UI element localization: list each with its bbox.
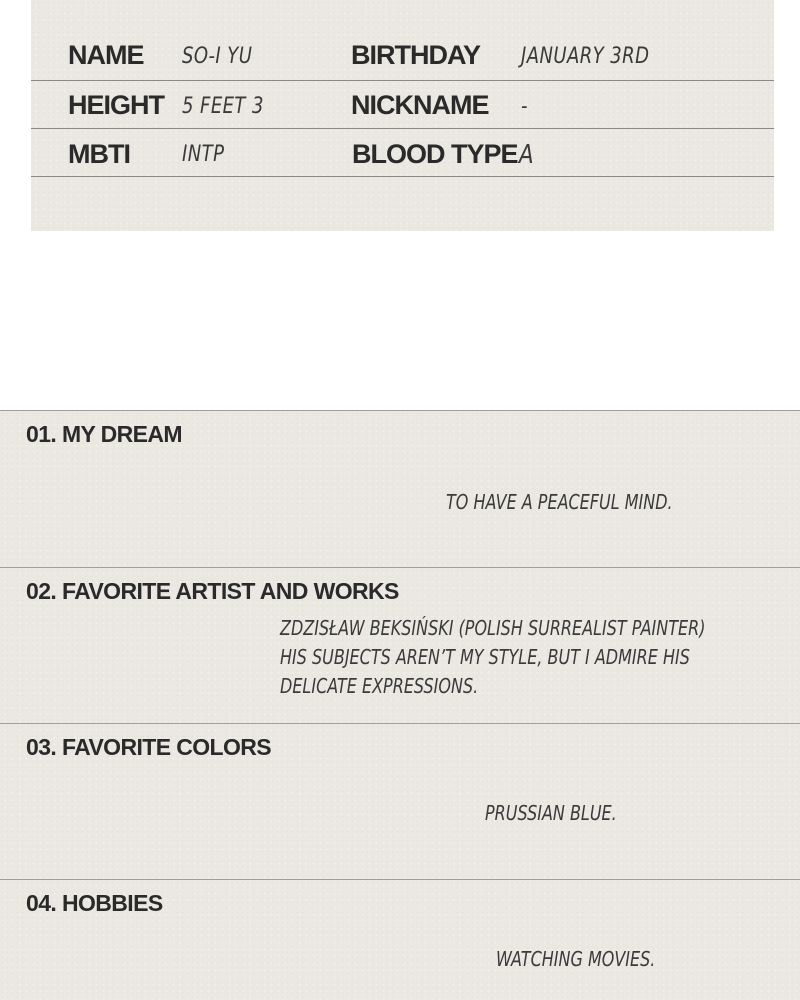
mbti-label: MBTI	[68, 139, 130, 169]
birthday-label: BIRTHDAY	[351, 40, 481, 70]
name-value: SO-I YU	[182, 44, 253, 69]
answer-line: DELICATE EXPRESSIONS.	[280, 674, 479, 698]
answer-line: ZDZISŁAW BEKSIŃSKI (POLISH SURREALIST PAINTER)	[280, 616, 706, 640]
section-answer	[496, 945, 655, 974]
height-label: HEIGHT	[68, 90, 165, 120]
divider	[31, 128, 774, 129]
divider	[31, 176, 774, 177]
answer-line: PRUSSIAN BLUE.	[485, 801, 617, 825]
answer-line: TO HAVE A PEACEFUL MIND.	[446, 490, 673, 514]
mbti-value: INTP	[182, 142, 225, 167]
section-heading: 02. FAVORITE ARTIST AND WORKS	[26, 578, 399, 604]
answer-line: WATCHING MOVIES.	[496, 947, 656, 971]
nickname-value: -	[521, 94, 528, 119]
section-answer	[485, 799, 617, 828]
section-answer	[280, 614, 705, 701]
name-label: NAME	[68, 40, 144, 70]
section-heading: 03. FAVORITE COLORS	[26, 734, 272, 760]
section-favorite-artist	[0, 567, 800, 723]
section-heading: 01. MY DREAM	[26, 421, 182, 447]
profile-card	[31, 0, 774, 231]
height-value: 5 FEET 3	[182, 94, 264, 119]
section-favorite-colors	[0, 723, 800, 879]
nickname-label: NICKNAME	[351, 90, 489, 120]
section-dream	[0, 410, 800, 567]
answer-line: HIS SUBJECTS AREN’T MY STYLE, BUT I ADMIRE HIS	[280, 645, 690, 669]
section-heading: 04. HOBBIES	[26, 890, 163, 916]
divider	[31, 80, 774, 81]
blood-type-label: BLOOD TYPE	[352, 139, 518, 169]
section-answer	[446, 488, 673, 517]
birthday-value: JANUARY 3RD	[521, 44, 650, 69]
blood-type-value: A	[519, 140, 535, 170]
section-hobbies	[0, 879, 800, 1000]
